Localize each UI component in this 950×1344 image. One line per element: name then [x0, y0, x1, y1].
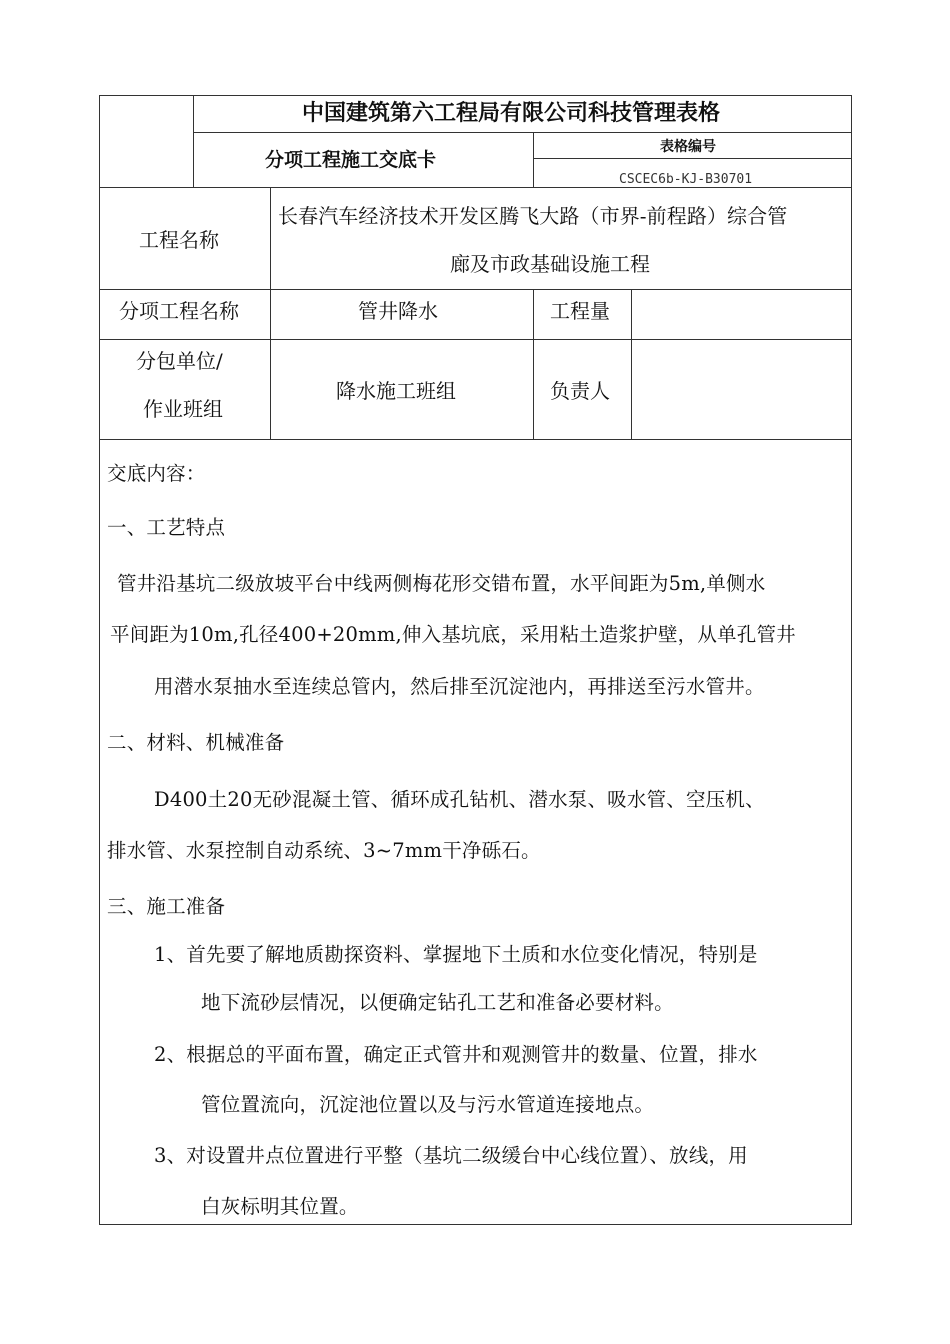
- header-form-no-divider: [533, 132, 534, 187]
- form-no-inner-divider: [533, 158, 852, 159]
- right-value-divider: [631, 289, 632, 439]
- section1-line2: 平间距为10m,孔径400+20mm,伸入基坑底，采用粘土造浆护壁，从单孔管井: [110, 623, 796, 646]
- form-number-label: 表格编号: [660, 139, 716, 155]
- label-column-divider: [270, 187, 271, 439]
- header-title-divider: [193, 132, 852, 133]
- subcontractor-label-line2: 作业班组: [143, 397, 223, 421]
- item1-line2: 地下流砂层情况，以便确定钻孔工艺和准备必要材料。: [201, 991, 674, 1014]
- section3-title: 三、施工准备: [107, 895, 226, 918]
- section1-title: 一、工艺特点: [107, 516, 226, 539]
- subcontractor-label-line1: 分包单位/: [136, 349, 223, 373]
- responsible-label: 负责人: [550, 379, 610, 403]
- header-bottom-divider: [99, 187, 852, 188]
- subcontractor-value: 降水施工班组: [336, 379, 456, 403]
- section2-title: 二、材料、机械准备: [107, 731, 285, 754]
- quantity-label: 工程量: [550, 299, 610, 323]
- item3-line1: 3、对设置井点位置进行平整（基坑二级缓台中心线位置）、放线，用: [154, 1144, 748, 1167]
- section1-line3: 用潜水泵抽水至连续总管内，然后排至沉淀池内，再排送至污水管井。: [154, 675, 765, 698]
- project-name-line1: 长春汽车经济技术开发区腾飞大路（市界-前程路）综合管: [278, 204, 788, 228]
- item2-line1: 2、根据总的平面布置，确定正式管井和观测管井的数量、位置，排水: [154, 1043, 758, 1066]
- project-name-label: 工程名称: [139, 228, 219, 252]
- content-heading: 交底内容：: [107, 462, 206, 485]
- form-number: CSCEC6b-KJ-B30701: [619, 172, 753, 187]
- item1-line1: 1、首先要了解地质勘探资料、掌握地下土质和水位变化情况，特别是: [154, 943, 758, 966]
- section2-line2: 排水管、水泵控制自动系统、3~7mm干净砾石。: [107, 839, 541, 862]
- company-title: 中国建筑第六工程局有限公司科技管理表格: [302, 101, 721, 126]
- section2-line1: D400土20无砂混凝土管、循环成孔钻机、潜水泵、吸水管、空压机、: [154, 788, 765, 811]
- section1-line1: 管井沿基坑二级放坡平台中线两侧梅花形交错布置，水平间距为5m,单侧水: [117, 572, 766, 595]
- subitem-label: 分项工程名称: [119, 299, 239, 323]
- info-bottom-divider: [99, 439, 852, 440]
- item3-line2: 白灰标明其位置。: [201, 1195, 359, 1218]
- project-name-line2: 廊及市政基础设施工程: [450, 252, 650, 276]
- item2-line2: 管位置流向，沉淀池位置以及与污水管道连接地点。: [201, 1093, 655, 1116]
- subitem-row-divider: [99, 339, 852, 340]
- card-title: 分项工程施工交底卡: [265, 149, 437, 171]
- project-row-divider: [99, 289, 852, 290]
- header-logo-divider: [193, 95, 194, 187]
- subitem-value: 管井降水: [358, 299, 438, 323]
- value-column-divider: [533, 289, 534, 439]
